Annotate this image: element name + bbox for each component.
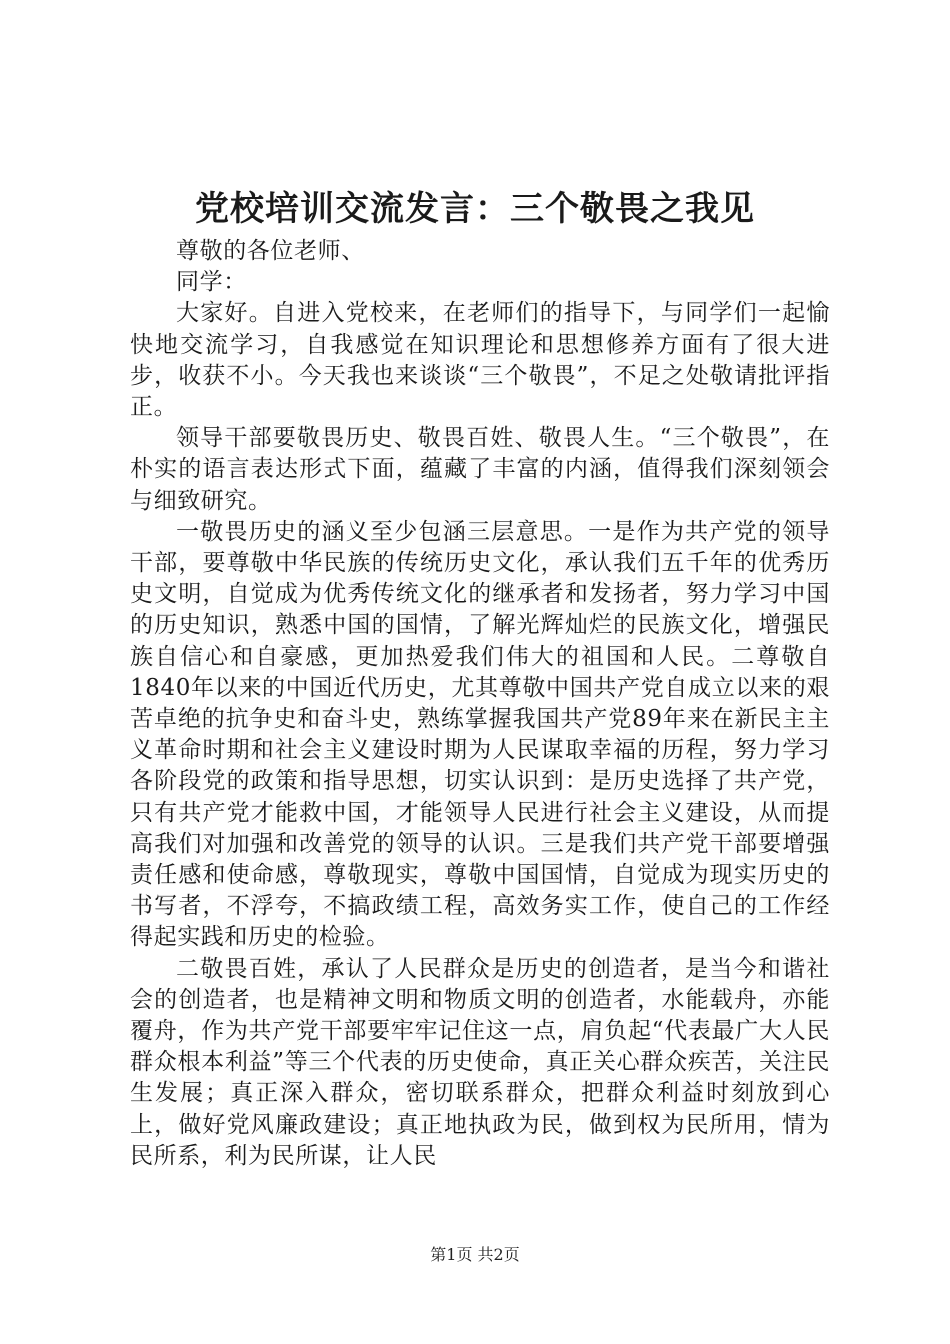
salutation-line-1: 尊敬的各位老师、 [176, 238, 365, 264]
page-footer: 第1页 共2页 [430, 1245, 520, 1264]
paragraph-intro: 大家好。自进入党校来，在老师们的指导下，与同学们一起愉快地交流学习，自我感觉在知识理论和思想修养方面有了很大进步，收获不小。今天我也来谈谈“三个敬畏”，不足之处敬请批评指正。 [130, 300, 830, 421]
paragraph-three-reverences: 领导干部要敬畏历史、敬畏百姓、敬畏人生。“三个敬畏”，在朴实的语言表达形式下面，蕴藏了丰富的内涵，值得我们深刻领会与细致研究。 [130, 425, 830, 514]
paragraph-revere-people: 二敬畏百姓，承认了人民群众是历史的创造者，是当今和谐社会的创造者，也是精神文明和物质文明的创造者，水能载舟，亦能覆舟，作为共产党干部要牢牢记住这一点，肩负起“代表最广大人民群众根本利益”等三个代表的历史使命，真正关心群众疾苦，关注民生发展；真正深入群众，密切联系群众，把群众利益时刻放到心上，做好党风廉政建设；真正地执政为民，做到权为民所用，情为民所系，利为民所谋，让人民 [130, 955, 830, 1169]
salutation-line-2: 同学： [176, 269, 247, 296]
document-body [130, 236, 830, 1172]
document-title: 党校培训交流发言：三个敬畏之我见 [195, 189, 755, 229]
paragraph-revere-history: 一敬畏历史的涵义至少包涵三层意思。一是作为共产党的领导干部，要尊敬中华民族的传统历史文化，承认我们五千年的优秀历史文明，自觉成为优秀传统文化的继承者和发扬者，努力学习中国的历史知识，熟悉中国的国情，了解光辉灿烂的民族文化，增强民族自信心和自豪感，更加热爱我们伟大的祖国和人民。二尊敬自1840年以来的中国近代历史，尤其尊敬中国共产党自成立以来的艰苦卓绝的抗争史和奋斗史，熟练掌握我国共产党89年来在新民主主义革命时期和社会主义建设时期为人民谋取幸福的历程，努力学习各阶段党的政策和指导思想，切实认识到：是历史选择了共产党，只有共产党才能救中国，才能领导人民进行社会主义建设，从而提高我们对加强和改善党的领导的认识。三是我们共产党干部要增强责任感和使命感，尊敬现实，尊敬中国国情，自觉成为现实历史的书写者，不浮夸，不搞政绩工程，高效务实工作，使自己的工作经得起实践和历史的检验。 [130, 518, 830, 951]
